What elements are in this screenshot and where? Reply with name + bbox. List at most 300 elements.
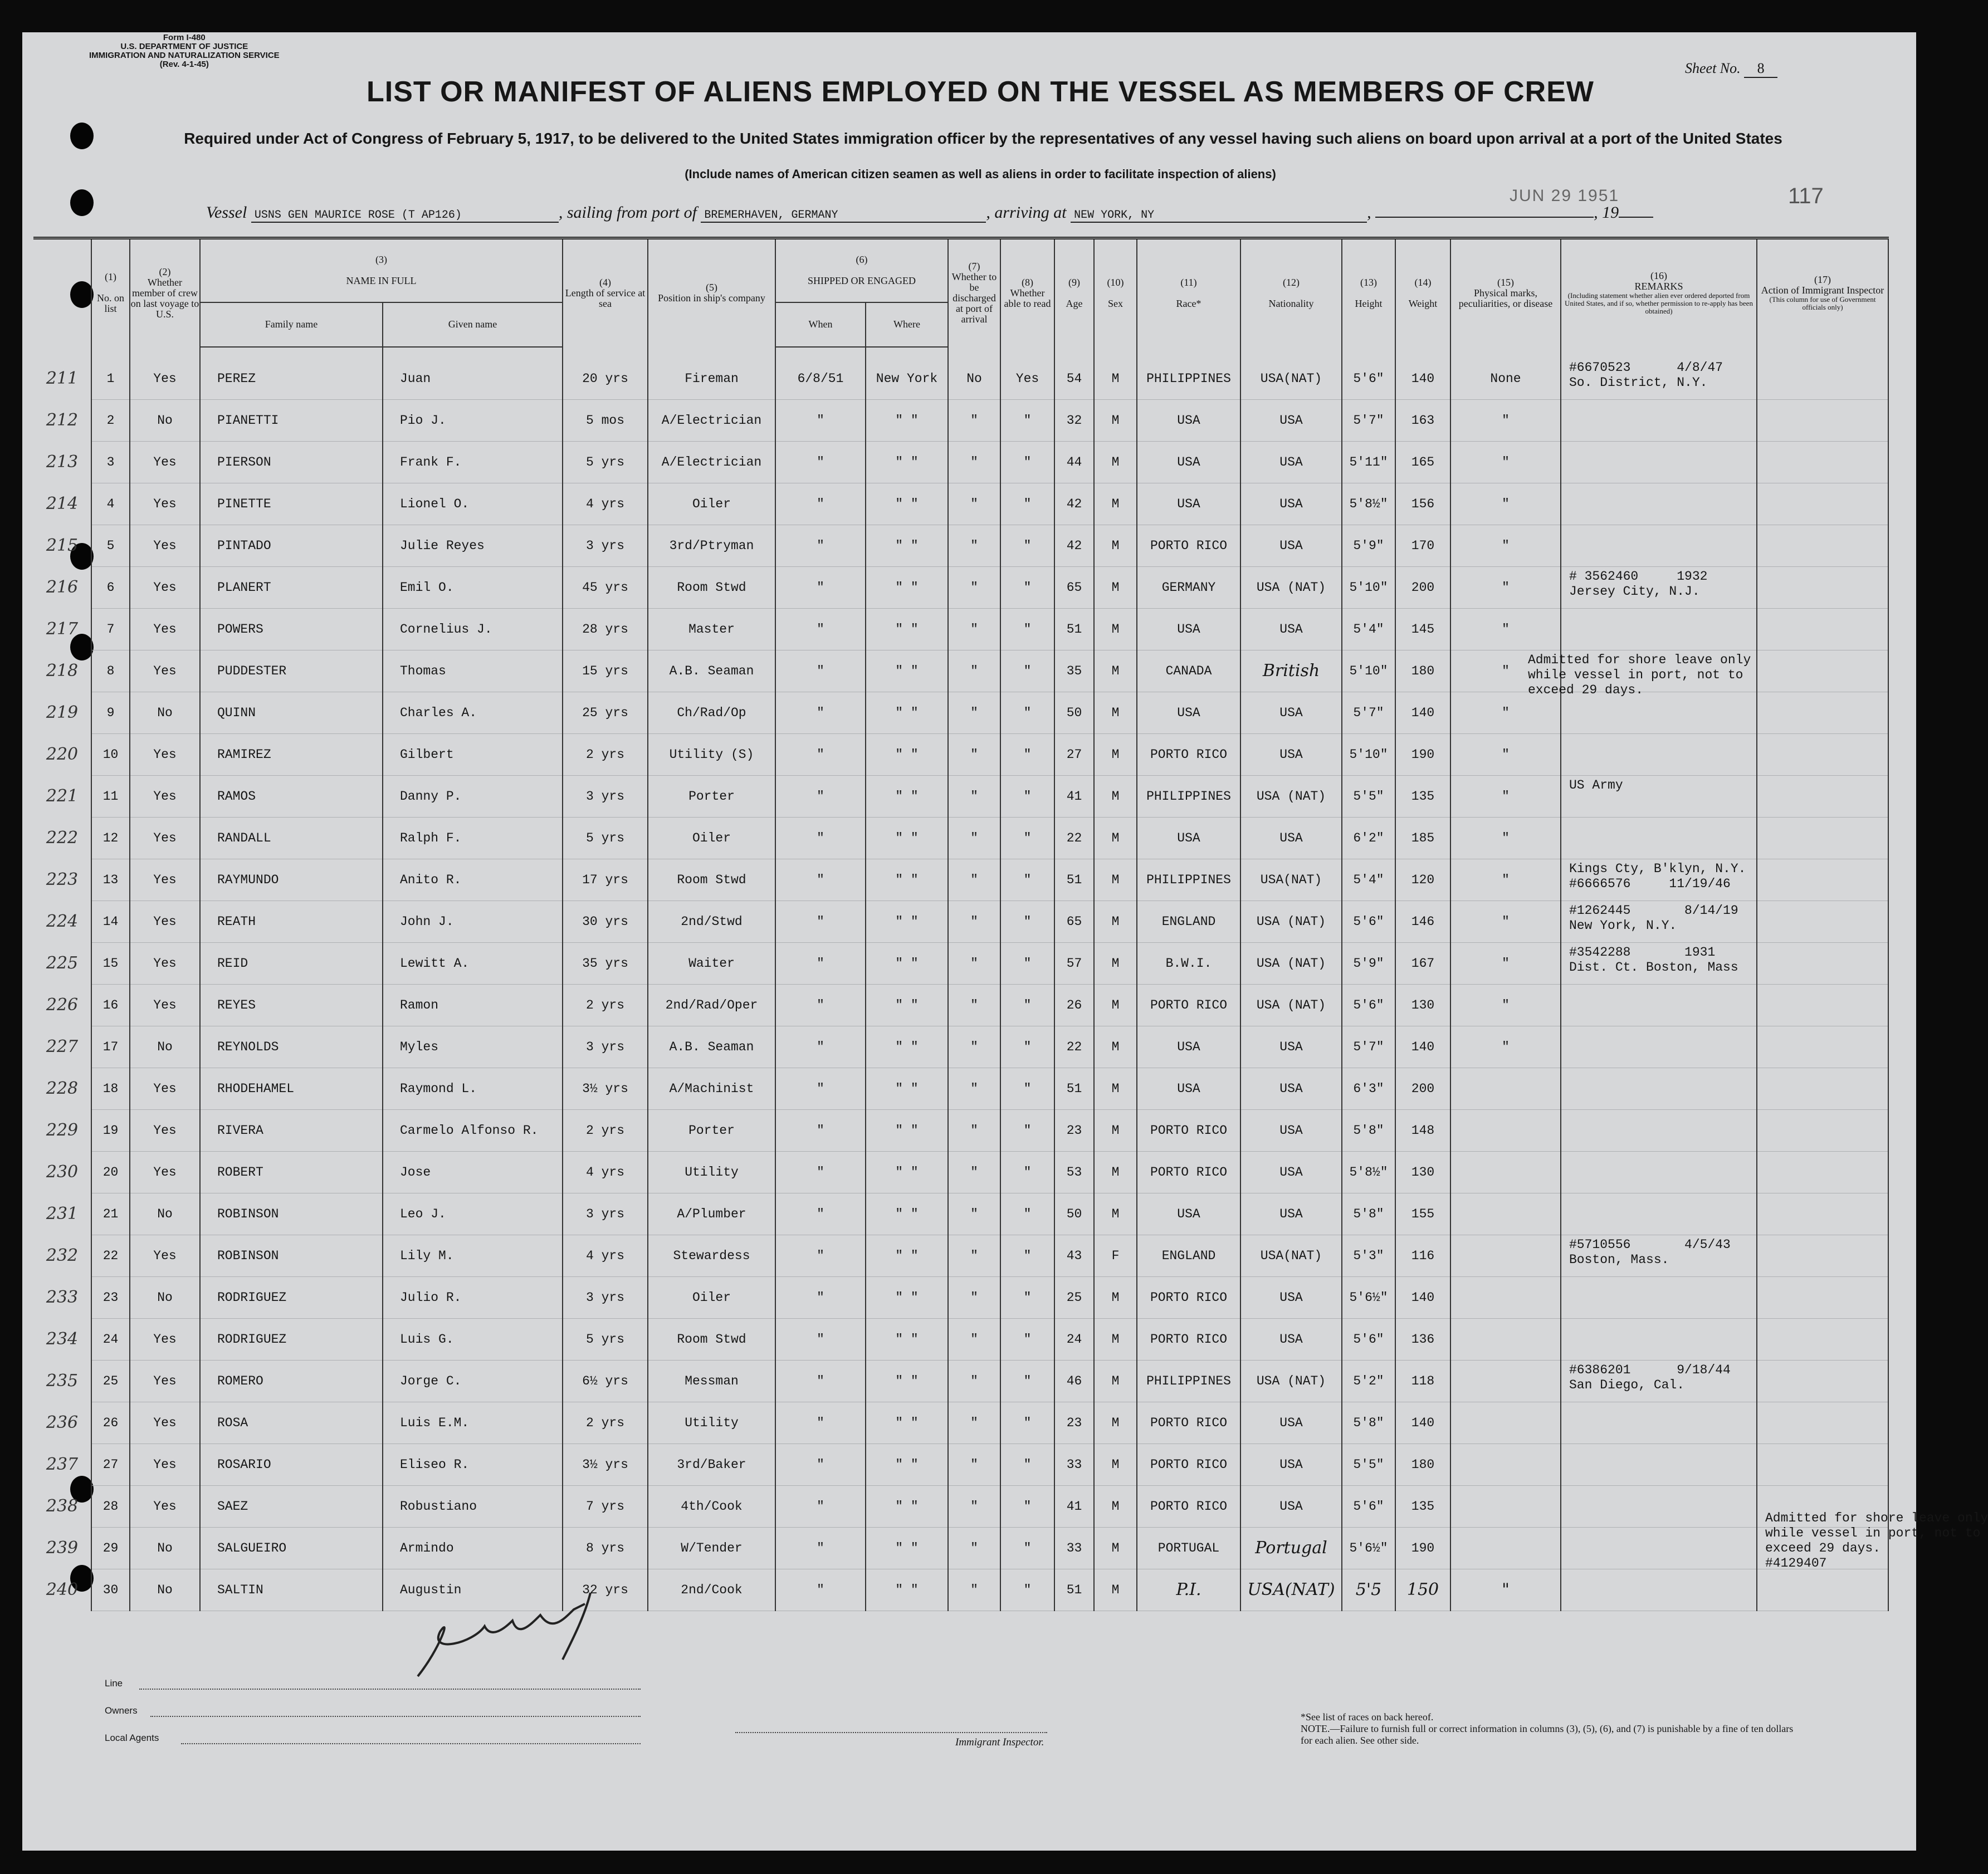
stamp-number: 117 (1788, 184, 1824, 208)
table-row (33, 984, 1888, 1026)
cell-read: " (1000, 399, 1054, 441)
cell-position: Ch/Rad/Op (648, 692, 775, 733)
cell-remarks (1561, 859, 1757, 901)
cell-position: Oiler (648, 1276, 775, 1318)
cell-race: GERMANY (1137, 566, 1240, 608)
table-row (33, 1068, 1888, 1109)
cell-given: Raymond L. (383, 1068, 563, 1109)
cell-nationality: USA (1240, 1318, 1342, 1360)
cell-position: Room Stwd (648, 859, 775, 901)
table-row (33, 1151, 1888, 1193)
cell-action (1757, 775, 1888, 817)
cell-discharged: " (948, 441, 1000, 483)
cell-discharged: " (948, 483, 1000, 525)
cell-when: " (775, 1235, 866, 1276)
cell-action (1757, 399, 1888, 441)
handwritten-line-number: 236 (46, 1413, 79, 1432)
cell-given: Lewitt A. (383, 942, 563, 984)
cell-when: " (775, 692, 866, 733)
cell-marks (1450, 1360, 1561, 1402)
cell-service: 2 yrs (563, 984, 648, 1026)
page-title: LIST OR MANIFEST OF ALIENS EMPLOYED ON THE VESSEL AS MEMBERS OF CREW (367, 76, 1594, 108)
cell-sex: M (1094, 942, 1137, 984)
cell-position: Stewardess (648, 1235, 775, 1276)
cell-sex: M (1094, 1068, 1137, 1109)
cell-read: " (1000, 1360, 1054, 1402)
table-row (33, 608, 1888, 650)
cell-where: New York (866, 358, 948, 400)
cell-sex: M (1094, 650, 1137, 692)
cell-discharged: " (948, 399, 1000, 441)
cell-read: " (1000, 733, 1054, 775)
handwritten-line-number: 226 (46, 995, 79, 1015)
cell-discharged: " (948, 1569, 1000, 1611)
cell-nationality: USA (1240, 1109, 1342, 1151)
cell-discharged: " (948, 984, 1000, 1026)
table-row (33, 1527, 1888, 1569)
cell-height: 5'6½" (1342, 1276, 1395, 1318)
table-row (33, 441, 1888, 483)
cell-discharged: " (948, 1276, 1000, 1318)
cell-age: 41 (1054, 1485, 1094, 1527)
cell-discharged: " (948, 1360, 1000, 1402)
cell-when: " (775, 1485, 866, 1527)
cell-action (1757, 358, 1888, 400)
col-sex-header: (10) Sex (1094, 238, 1137, 347)
cell-sex: M (1094, 1402, 1137, 1444)
cell-position: Utility (S) (648, 733, 775, 775)
cell-weight: 200 (1395, 1068, 1450, 1109)
table-row (33, 358, 1888, 400)
cell-remarks (1561, 608, 1757, 650)
cell-service: 3 yrs (563, 525, 648, 566)
cell-marks: " (1450, 817, 1561, 859)
handwritten-line-number: 238 (46, 1496, 79, 1516)
cell-where: " " (866, 1026, 948, 1068)
cell-remarks (1528, 650, 1757, 697)
cell-remarks (1561, 358, 1757, 400)
cell-race: PORTO RICO (1137, 984, 1240, 1026)
cell-when: " (775, 1068, 866, 1109)
cell-sex: M (1094, 608, 1137, 650)
cell-no: 29 (91, 1527, 130, 1569)
cell-service: 3 yrs (563, 1193, 648, 1235)
cell-no: 15 (91, 942, 130, 984)
cell-height: 5'8½" (1342, 1151, 1395, 1193)
cell-sex: M (1094, 1318, 1137, 1360)
cell-action (1757, 901, 1888, 942)
cell-remarks (1561, 1569, 1757, 1611)
date-stamp: JUN 29 1951 (1510, 187, 1620, 205)
cell-discharged: " (948, 901, 1000, 942)
cell-no: 17 (91, 1026, 130, 1068)
handwritten-line-number: 239 (46, 1538, 79, 1558)
cell-discharged: " (948, 1235, 1000, 1276)
cell-position: 2nd/Stwd (648, 901, 775, 942)
cell-race: USA (1137, 1026, 1240, 1068)
port-to: NEW YORK, NY (1071, 209, 1367, 223)
cell-given: Gilbert (383, 733, 563, 775)
cell-marks (1450, 1109, 1561, 1151)
cell-discharged: " (948, 608, 1000, 650)
cell-race: USA (1137, 1068, 1240, 1109)
vessel-name: USNS GEN MAURICE ROSE (T AP126) (251, 209, 559, 223)
cell-remarks (1561, 1444, 1757, 1485)
cell-marks (1450, 1235, 1561, 1276)
cell-read: " (1000, 984, 1054, 1026)
cell-action (1757, 1510, 1988, 1570)
cell-weight: 146 (1395, 901, 1450, 942)
cell-discharged: No (948, 358, 1000, 400)
cell-no: 5 (91, 525, 130, 566)
cell-race: PHILIPPINES (1137, 775, 1240, 817)
table-row (33, 566, 1888, 608)
cell-nationality: USA (1240, 1444, 1342, 1485)
cell-age: 42 (1054, 483, 1094, 525)
year-label: 19 (1602, 203, 1619, 222)
cell-race: ENGLAND (1137, 1235, 1240, 1276)
table-row (33, 1026, 1888, 1068)
handwritten-line-number: 216 (46, 578, 79, 597)
cell-when: " (775, 1151, 866, 1193)
cell-when: " (775, 1193, 866, 1235)
cell-sex: M (1094, 1444, 1137, 1485)
cell-height: 5'3" (1342, 1235, 1395, 1276)
col-race-header: (11) Race* (1137, 238, 1240, 347)
cell-sex: M (1094, 692, 1137, 733)
cell-height: 5'8" (1342, 1193, 1395, 1235)
cell-position: 2nd/Rad/Oper (648, 984, 775, 1026)
table-row (33, 692, 1888, 733)
cell-when: " (775, 608, 866, 650)
cell-prev: Yes (130, 358, 200, 400)
cell-action (1757, 1360, 1888, 1402)
cell-where: " " (866, 1109, 948, 1151)
remarks-text: Kings Cty, B'klyn, N.Y. #6666576 11/19/46 (1569, 861, 1746, 891)
cell-weight: 135 (1395, 1485, 1450, 1527)
cell-read: " (1000, 692, 1054, 733)
cell-age: 51 (1054, 1569, 1094, 1611)
cell-read: " (1000, 483, 1054, 525)
cell-discharged: " (948, 1026, 1000, 1068)
cell-position: Room Stwd (648, 566, 775, 608)
cell-when: " (775, 1402, 866, 1444)
cell-given: John J. (383, 901, 563, 942)
cell-weight: 156 (1395, 483, 1450, 525)
cell-race: P.I. (1137, 1569, 1240, 1611)
cell-height: 5'5 (1342, 1569, 1395, 1611)
arriving-label: , arriving at (986, 203, 1067, 222)
cell-action (1757, 1235, 1888, 1276)
cell-when: " (775, 1109, 866, 1151)
cell-discharged: " (948, 1318, 1000, 1360)
cell-read: " (1000, 942, 1054, 984)
table-row (33, 859, 1888, 901)
cell-nationality: USA (NAT) (1240, 566, 1342, 608)
cell-no: 21 (91, 1193, 130, 1235)
cell-age: 33 (1054, 1527, 1094, 1569)
cell-position: A/Plumber (648, 1193, 775, 1235)
handwritten-line-number: 228 (46, 1079, 79, 1098)
cell-no: 14 (91, 901, 130, 942)
cell-discharged: " (948, 733, 1000, 775)
cell-read: " (1000, 525, 1054, 566)
cell-position: A/Electrician (648, 441, 775, 483)
handwritten-line-number: 224 (46, 912, 79, 931)
cell-family: SALGUEIRO (200, 1527, 383, 1569)
cell-remarks (1561, 775, 1757, 817)
cell-prev: Yes (130, 1068, 200, 1109)
table-row (33, 1360, 1888, 1402)
cell-nationality: USA (1240, 1485, 1342, 1527)
handwritten-line-number: 232 (46, 1246, 79, 1265)
table-row (33, 1569, 1888, 1611)
cell-given: Anito R. (383, 859, 563, 901)
cell-action (1757, 1444, 1888, 1485)
cell-no: 22 (91, 1235, 130, 1276)
cell-where: " " (866, 692, 948, 733)
cell-service: 3 yrs (563, 1026, 648, 1068)
cell-sex: M (1094, 1026, 1137, 1068)
cell-service: 17 yrs (563, 859, 648, 901)
cell-race: PORTO RICO (1137, 1276, 1240, 1318)
cell-prev: Yes (130, 817, 200, 859)
legal-requirement: Required under Act of Congress of February 5, 1917, to be delivered to the United States immigration officer by the representatives of any vessel having such aliens on board upon arrival at a port of the United States (184, 130, 1782, 147)
cell-race: PORTO RICO (1137, 1109, 1240, 1151)
cell-no: 23 (91, 1276, 130, 1318)
cell-family: RAYMUNDO (200, 859, 383, 901)
cell-family: PUDDESTER (200, 650, 383, 692)
cell-position: Messman (648, 1360, 775, 1402)
cell-no: 25 (91, 1360, 130, 1402)
form-number: Form I-480 (163, 33, 206, 42)
cell-race: PORTO RICO (1137, 733, 1240, 775)
cell-weight: 116 (1395, 1235, 1450, 1276)
cell-service: 25 yrs (563, 692, 648, 733)
cell-discharged: " (948, 1151, 1000, 1193)
handwritten-line-number: 213 (46, 452, 79, 472)
cell-discharged: " (948, 1109, 1000, 1151)
cell-no: 12 (91, 817, 130, 859)
cell-service: 4 yrs (563, 1235, 648, 1276)
cell-service: 15 yrs (563, 650, 648, 692)
col-where-header: Where (866, 302, 948, 347)
cell-sex: M (1094, 1276, 1137, 1318)
cell-read: " (1000, 1193, 1054, 1235)
cell-weight: 140 (1395, 1276, 1450, 1318)
cell-weight: 140 (1395, 358, 1450, 400)
cell-race: PHILIPPINES (1137, 1360, 1240, 1402)
cell-when: " (775, 566, 866, 608)
cell-height: 5'5" (1342, 775, 1395, 817)
cell-given: Emil O. (383, 566, 563, 608)
cell-remarks (1561, 1360, 1757, 1402)
cell-given: Luis G. (383, 1318, 563, 1360)
cell-discharged: " (948, 1485, 1000, 1527)
cell-weight: 145 (1395, 608, 1450, 650)
cell-family: SAEZ (200, 1485, 383, 1527)
cell-remarks (1561, 733, 1757, 775)
cell-nationality: USA (1240, 608, 1342, 650)
cell-service: 2 yrs (563, 1109, 648, 1151)
cell-position: A.B. Seaman (648, 650, 775, 692)
col-action-header: (17) Action of Immigrant Inspector (This column for use of Government officials only) (1757, 238, 1888, 347)
cell-height: 5'8½" (1342, 483, 1395, 525)
cell-service: 45 yrs (563, 566, 648, 608)
cell-read: " (1000, 1402, 1054, 1444)
cell-prev: No (130, 1569, 200, 1611)
cell-age: 33 (1054, 1444, 1094, 1485)
cell-marks (1450, 1318, 1561, 1360)
col-prev-voyage-header: (2) Whether member of crew on last voyage to U.S. (130, 238, 200, 347)
cell-marks (1450, 1151, 1561, 1193)
cell-no: 13 (91, 859, 130, 901)
cell-sex: M (1094, 901, 1137, 942)
cell-when: " (775, 942, 866, 984)
cell-service: 5 yrs (563, 817, 648, 859)
cell-weight: 140 (1395, 692, 1450, 733)
cell-action (1757, 984, 1888, 1026)
cell-position: A/Electrician (648, 399, 775, 441)
cell-read: " (1000, 650, 1054, 692)
cell-family: RAMIREZ (200, 733, 383, 775)
cell-given: Frank F. (383, 441, 563, 483)
cell-weight: 150 (1395, 1569, 1450, 1611)
cell-where: " " (866, 1068, 948, 1109)
sheet-value: 8 (1744, 60, 1777, 78)
cell-given: Pio J. (383, 399, 563, 441)
cell-no: 26 (91, 1402, 130, 1444)
handwritten-line-number: 218 (46, 661, 79, 681)
cell-nationality: USA (1240, 1151, 1342, 1193)
handwritten-line-number: 234 (46, 1329, 79, 1349)
cell-read: " (1000, 775, 1054, 817)
cell-prev: Yes (130, 942, 200, 984)
cell-given: Lionel O. (383, 483, 563, 525)
cell-discharged: " (948, 1193, 1000, 1235)
cell-prev: No (130, 1276, 200, 1318)
cell-position: Master (648, 608, 775, 650)
cell-race: PORTO RICO (1137, 1444, 1240, 1485)
cell-weight: 130 (1395, 1151, 1450, 1193)
cell-nationality: USA (1240, 1026, 1342, 1068)
table-row (33, 1276, 1888, 1318)
cell-given: Luis E.M. (383, 1402, 563, 1444)
cell-age: 35 (1054, 650, 1094, 692)
cell-age: 23 (1054, 1402, 1094, 1444)
cell-family: RANDALL (200, 817, 383, 859)
cell-marks: " (1450, 775, 1561, 817)
cell-no: 10 (91, 733, 130, 775)
cell-where: " " (866, 984, 948, 1026)
cell-service: 3½ yrs (563, 1068, 648, 1109)
cell-given: Myles (383, 1026, 563, 1068)
cell-discharged: " (948, 692, 1000, 733)
cell-position: 3rd/Baker (648, 1444, 775, 1485)
cell-no: 9 (91, 692, 130, 733)
cell-when: " (775, 399, 866, 441)
cell-nationality: British (1240, 650, 1342, 692)
handwritten-line-number: 217 (46, 619, 79, 639)
cell-family: RODRIGUEZ (200, 1276, 383, 1318)
handwritten-line-number: 235 (46, 1371, 79, 1391)
cell-given: Ramon (383, 984, 563, 1026)
table-row (33, 901, 1888, 942)
cell-family: RAMOS (200, 775, 383, 817)
cell-prev: No (130, 1026, 200, 1068)
cell-remarks (1561, 483, 1757, 525)
cell-read: " (1000, 608, 1054, 650)
cell-age: 24 (1054, 1318, 1094, 1360)
cell-no: 24 (91, 1318, 130, 1360)
service-name: IMMIGRATION AND NATURALIZATION SERVICE (89, 51, 280, 60)
cell-given: Augustin (383, 1569, 563, 1611)
cell-remarks (1561, 1109, 1757, 1151)
cell-service: 5 yrs (563, 441, 648, 483)
cell-no: 30 (91, 1569, 130, 1611)
handwritten-line-number: 225 (46, 953, 79, 973)
cell-family: POWERS (200, 608, 383, 650)
handwritten-line-number: 220 (46, 745, 79, 764)
cell-service: 5 yrs (563, 1318, 648, 1360)
cell-nationality: USA (NAT) (1240, 1360, 1342, 1402)
cell-prev: Yes (130, 1485, 200, 1527)
cell-prev: Yes (130, 525, 200, 566)
cell-service: 7 yrs (563, 1485, 648, 1527)
cell-family: ROBINSON (200, 1193, 383, 1235)
cell-marks: " (1450, 942, 1561, 984)
cell-action (1757, 942, 1888, 984)
cell-weight: 163 (1395, 399, 1450, 441)
cell-sex: M (1094, 1151, 1137, 1193)
cell-nationality: USA(NAT) (1240, 1569, 1342, 1611)
cell-given: Julio R. (383, 1276, 563, 1318)
cell-when: " (775, 1276, 866, 1318)
cell-race: USA (1137, 608, 1240, 650)
cell-prev: Yes (130, 901, 200, 942)
cell-no: 3 (91, 441, 130, 483)
cell-weight: 140 (1395, 1402, 1450, 1444)
cell-position: Utility (648, 1402, 775, 1444)
cell-family: RIVERA (200, 1109, 383, 1151)
cell-discharged: " (948, 650, 1000, 692)
cell-service: 28 yrs (563, 608, 648, 650)
col-remarks-header: (16) REMARKS (Including statement whether alien ever ordered deported from United States, and if so, whether permission to re-apply has been obtained) (1561, 238, 1757, 347)
cell-nationality: USA (1240, 733, 1342, 775)
cell-weight: 190 (1395, 1527, 1450, 1569)
cell-remarks (1561, 942, 1757, 984)
cell-prev: No (130, 399, 200, 441)
cell-height: 5'8" (1342, 1402, 1395, 1444)
cell-service: 30 yrs (563, 901, 648, 942)
cell-race: ENGLAND (1137, 901, 1240, 942)
cell-where: " " (866, 525, 948, 566)
cell-remarks (1561, 1235, 1757, 1276)
cell-age: 46 (1054, 1360, 1094, 1402)
cell-remarks (1561, 1276, 1757, 1318)
cell-family: PINTADO (200, 525, 383, 566)
cell-no: 27 (91, 1444, 130, 1485)
cell-read: " (1000, 1485, 1054, 1527)
cell-where: " " (866, 1360, 948, 1402)
cell-remarks (1561, 1402, 1757, 1444)
cell-age: 53 (1054, 1151, 1094, 1193)
cell-remarks (1561, 1485, 1757, 1527)
cell-when: " (775, 483, 866, 525)
cell-height: 5'6" (1342, 984, 1395, 1026)
handwritten-line-number: 214 (46, 494, 79, 513)
cell-prev: Yes (130, 1318, 200, 1360)
